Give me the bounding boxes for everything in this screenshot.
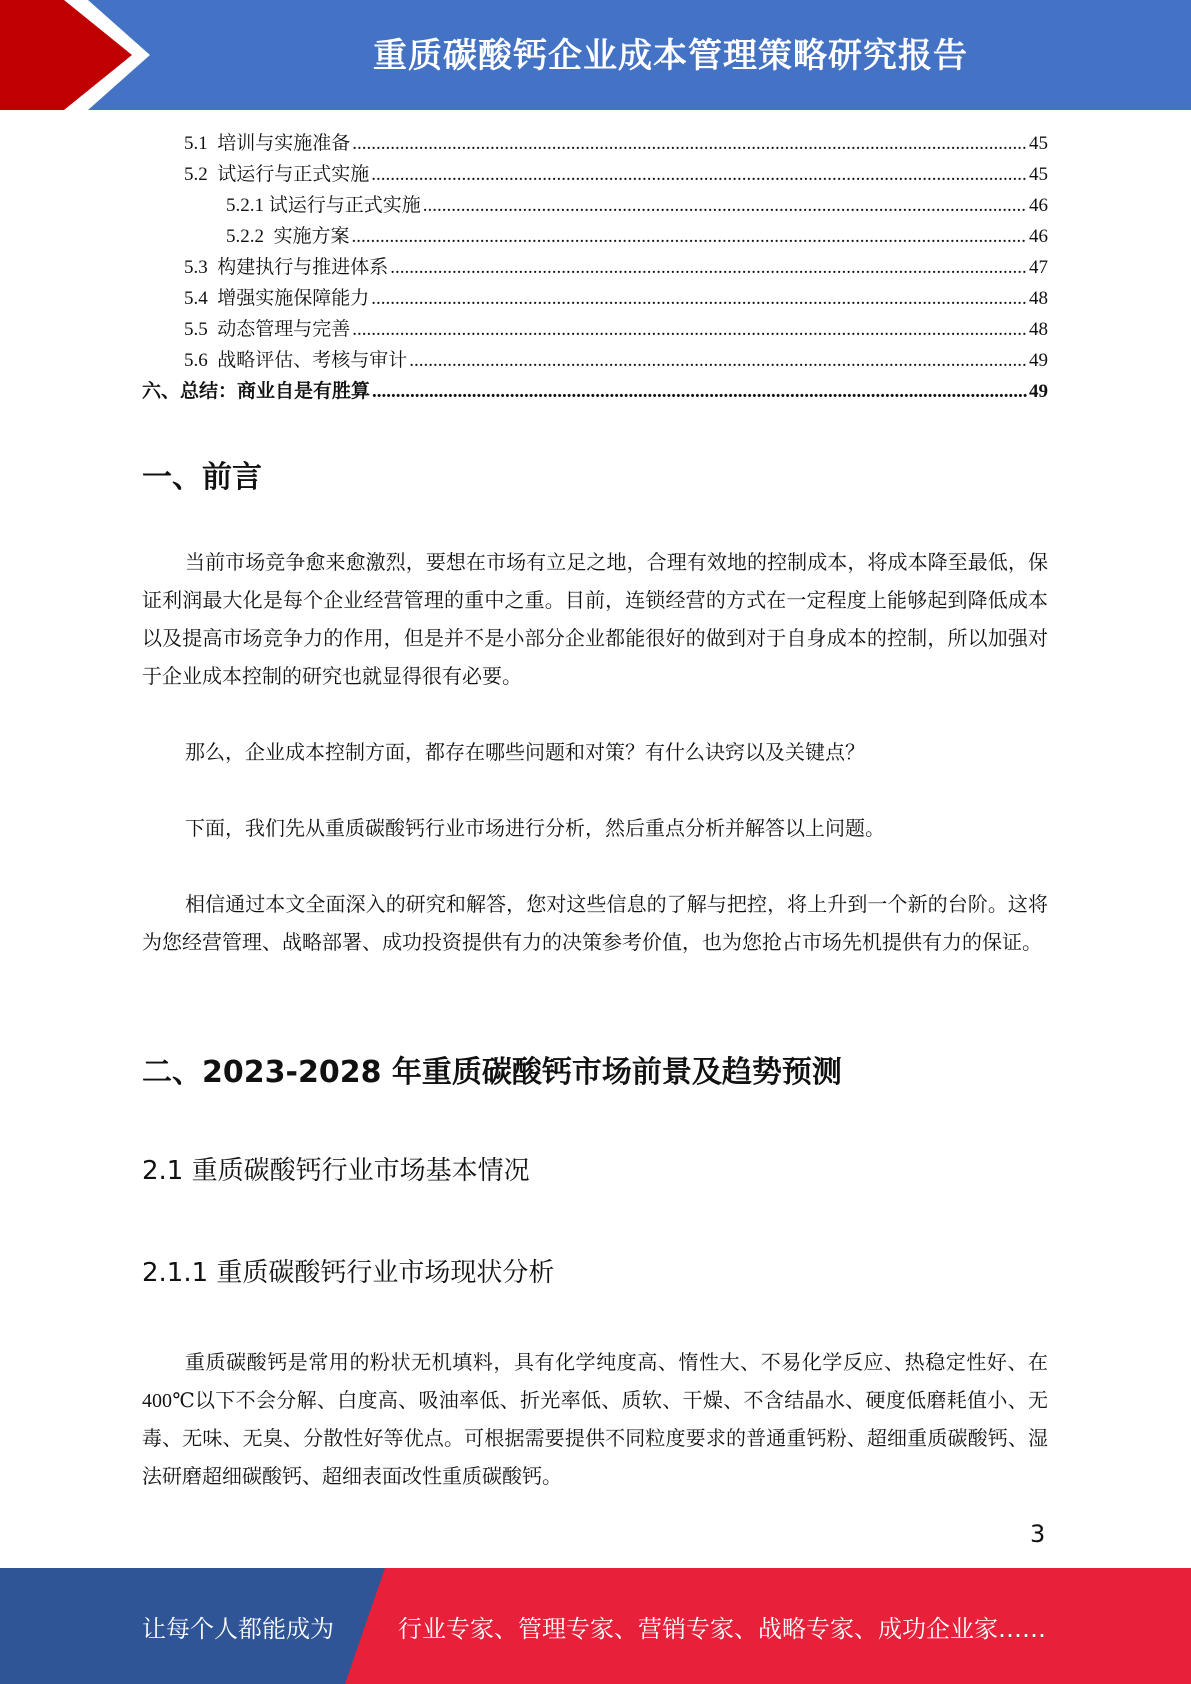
toc-entry-page: 48 — [1029, 288, 1048, 309]
toc-entry-page: 45 — [1029, 164, 1048, 185]
section-2-1-heading: 2.1 重质碳酸钙行业市场基本情况 — [142, 1156, 530, 1186]
toc-entry-number: 5.5 — [184, 319, 218, 340]
header-chevron-icon — [0, 0, 155, 110]
toc-entry-number: 5.1 — [184, 133, 218, 154]
toc-entry-title: 培训与实施准备 — [217, 133, 351, 154]
preface-paragraph-2: 那么，企业成本控制方面，都存在哪些问题和对策？有什么诀窍以及关键点？ — [185, 742, 865, 764]
toc-entry[interactable] — [142, 128, 1048, 159]
page-number: 3 — [1030, 1520, 1046, 1548]
toc-dot-leader — [352, 319, 1027, 341]
toc-entry[interactable] — [142, 376, 1048, 407]
toc-dot-leader — [409, 350, 1027, 372]
toc-entry-page: 46 — [1029, 226, 1048, 247]
footer-slogan-right: 行业专家、管理专家、营销专家、战略专家、成功企业家…… — [398, 1614, 1046, 1643]
toc-dot-leader — [352, 226, 1027, 248]
toc-entry-page: 46 — [1029, 195, 1048, 216]
toc-entry[interactable] — [142, 252, 1048, 283]
toc-entry-number: 5.4 — [184, 288, 218, 309]
toc-entry-number: 5.2 — [184, 164, 218, 185]
toc-entry-title: 实施方案 — [273, 226, 350, 247]
toc-entry[interactable] — [142, 190, 1048, 221]
toc-entry[interactable] — [142, 345, 1048, 376]
section-2-1-1-heading: 2.1.1 重质碳酸钙行业市场现状分析 — [142, 1258, 555, 1288]
toc-entry[interactable] — [142, 221, 1048, 252]
section-2-heading: 二、2023-2028 年重质碳酸钙市场前景及趋势预测 — [142, 1055, 842, 1090]
preface-paragraph-1: 当前市场竞争愈来愈激烈，要想在市场有立足之地，合理有效地的控制成本，将成本降至最低，保证利润最大化是每个企业经营管理的重中之重。目前，连锁经营的方式在一定程度上能够起到降低成本以及提高市场竞争力的作用，但是并不是小部分企业都能很好的做到对于自身成本的控制，所以加强对于企业成本控制的研究也就显得很有必要。 — [142, 552, 1048, 688]
toc-entry[interactable] — [142, 159, 1048, 190]
toc-dot-leader — [372, 381, 1027, 403]
section-2-1-1-paragraph: 重质碳酸钙是常用的粉状无机填料，具有化学纯度高、惰性大、不易化学反应、热稳定性好、在 400℃以下不会分解、白度高、吸油率低、折光率低、质软、干燥、不含结晶水、硬度低磨耗值小、无毒、无味、无臭、分散性好等优点。可根据需要提供不同粒度要求的普通重钙粉、超细重质碳酸钙、湿法研磨超细碳酸钙、超细表面改性重质碳酸钙。 — [142, 1352, 1048, 1488]
toc-dot-leader — [352, 133, 1027, 155]
report-title: 重质碳酸钙企业成本管理策略研究报告 — [373, 35, 968, 76]
footer-slogan-left: 让每个人都能成为 — [142, 1614, 334, 1643]
toc-entry-page: 47 — [1029, 257, 1048, 278]
toc-entry-title: 试运行与正式实施 — [217, 164, 370, 185]
toc-entry[interactable] — [142, 283, 1048, 314]
preface-paragraph-4: 相信通过本文全面深入的研究和解答，您对这些信息的了解与把控，将上升到一个新的台阶。这将为您经营管理、战略部署、成功投资提供有力的决策参考价值，也为您抢占市场先机提供有力的保证。 — [142, 894, 1048, 954]
toc-entry[interactable] — [142, 314, 1048, 345]
toc-entry-title: 动态管理与完善 — [217, 319, 351, 340]
toc-dot-leader — [390, 257, 1027, 279]
toc-dot-leader — [371, 288, 1027, 310]
toc-entry-title: 构建执行与推进体系 — [217, 257, 389, 278]
table-of-contents — [142, 128, 1048, 407]
toc-entry-number: 5.2.2 — [226, 226, 274, 247]
page-header — [0, 0, 1191, 110]
toc-entry-title: 试运行与正式实施 — [268, 195, 421, 216]
toc-entry-number: 5.3 — [184, 257, 218, 278]
toc-entry-page: 48 — [1029, 319, 1048, 340]
toc-entry-title: 增强实施保障能力 — [217, 288, 370, 309]
toc-dot-leader — [371, 164, 1027, 186]
toc-entry-page: 45 — [1029, 133, 1048, 154]
preface-heading: 一、前言 — [142, 460, 262, 495]
toc-entry-title: 战略评估、考核与审计 — [217, 350, 408, 371]
toc-entry-title: 六、总结：商业自是有胜算 — [142, 381, 371, 402]
page-footer — [0, 1568, 1191, 1684]
toc-entry-page: 49 — [1029, 381, 1048, 402]
toc-entry-page: 49 — [1029, 350, 1048, 371]
toc-entry-number: 5.2.1 — [226, 195, 269, 216]
toc-entry-number: 5.6 — [184, 350, 218, 371]
preface-paragraph-3: 下面，我们先从重质碳酸钙行业市场进行分析，然后重点分析并解答以上问题。 — [185, 818, 885, 840]
toc-dot-leader — [423, 195, 1027, 217]
